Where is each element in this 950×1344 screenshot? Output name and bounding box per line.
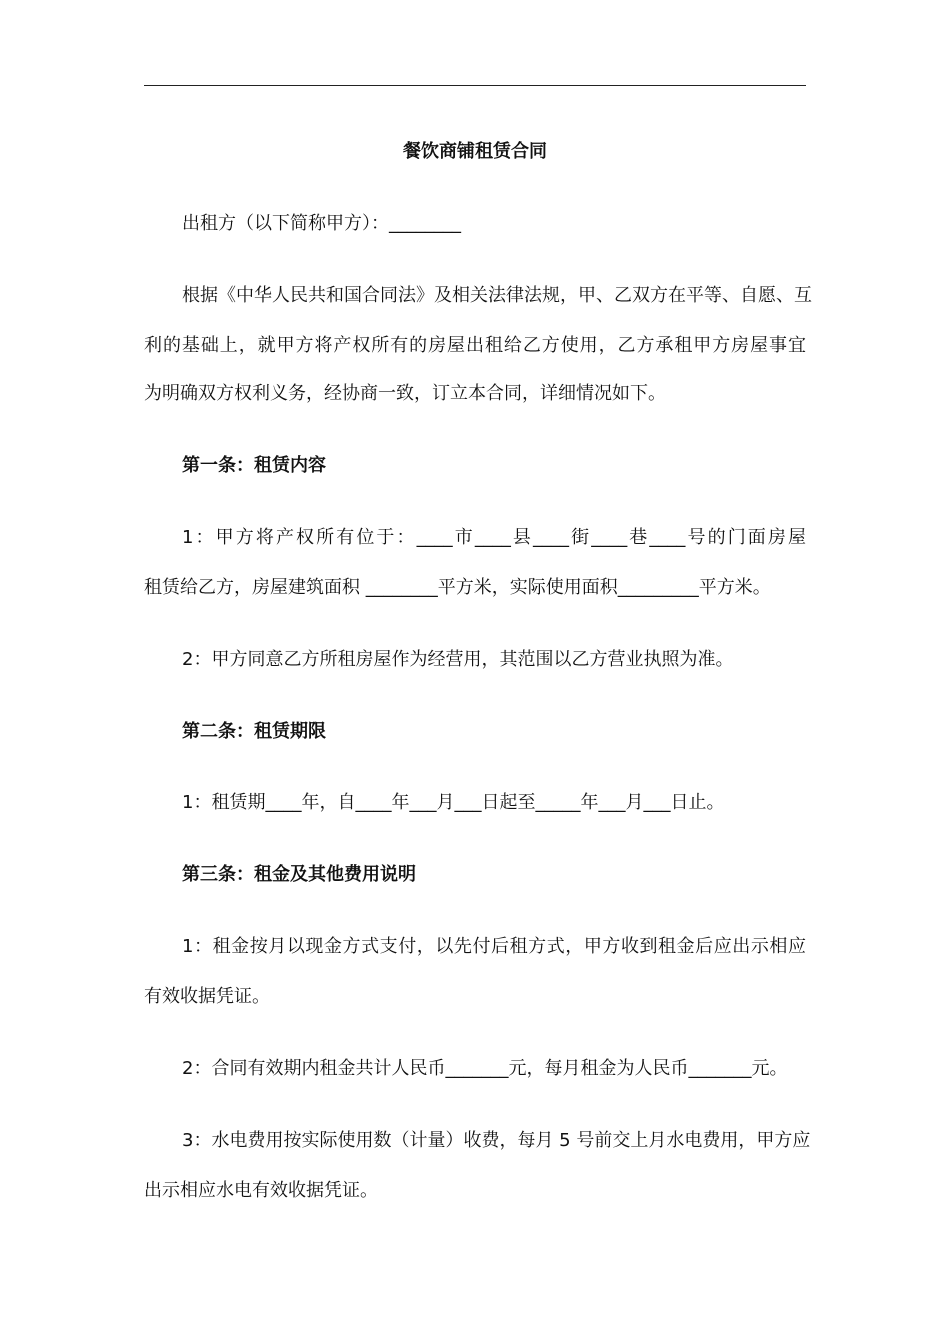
article1-item1-line-2: 租赁给乙方，房屋建筑面积 ________平方米，实际使用面积_________平方米。 [144, 577, 771, 598]
article3-item2: 2：合同有效期内租金共计人民币_______元，每月租金为人民币_______元。 [182, 1058, 788, 1079]
article3-item3-line-2: 出示相应水电有效收据凭证。 [144, 1180, 378, 1201]
article3-item3-line-1: 3：水电费用按实际使用数（计量）收费，每月 5 号前交上月水电费用，甲方应 [182, 1130, 811, 1151]
article1-item1-line-1: 1：甲方将产权所有位于：____市____县____街____巷____号的门面房屋 [182, 527, 806, 548]
article1-heading: 第一条：租赁内容 [182, 455, 326, 476]
article1-item2: 2：甲方同意乙方所租房屋作为经营用，其范围以乙方营业执照为准。 [182, 649, 734, 670]
preamble-line-1: 根据《中华人民共和国合同法》及相关法律法规，甲、乙双方在平等、自愿、互 [182, 285, 812, 306]
lessor-line: 出租方（以下简称甲方）：________ [182, 213, 461, 234]
header-rule [144, 85, 806, 86]
article2-item1: 1：租赁期____年，自____年___月___日起至_____年___月___日止。 [182, 792, 725, 813]
article3-item1-line-2: 有效收据凭证。 [144, 986, 270, 1007]
preamble-line-2: 利的基础上，就甲方将产权所有的房屋出租给乙方使用，乙方承租甲方房屋事宜 [144, 335, 806, 356]
document-title: 餐饮商铺租赁合同 [403, 141, 547, 162]
article3-heading: 第三条：租金及其他费用说明 [182, 864, 416, 885]
article3-item1-line-1: 1：租金按月以现金方式支付，以先付后租方式，甲方收到租金后应出示相应 [182, 936, 806, 957]
preamble-line-3: 为明确双方权利义务，经协商一致，订立本合同，详细情况如下。 [144, 383, 666, 404]
article2-heading: 第二条：租赁期限 [182, 721, 326, 742]
